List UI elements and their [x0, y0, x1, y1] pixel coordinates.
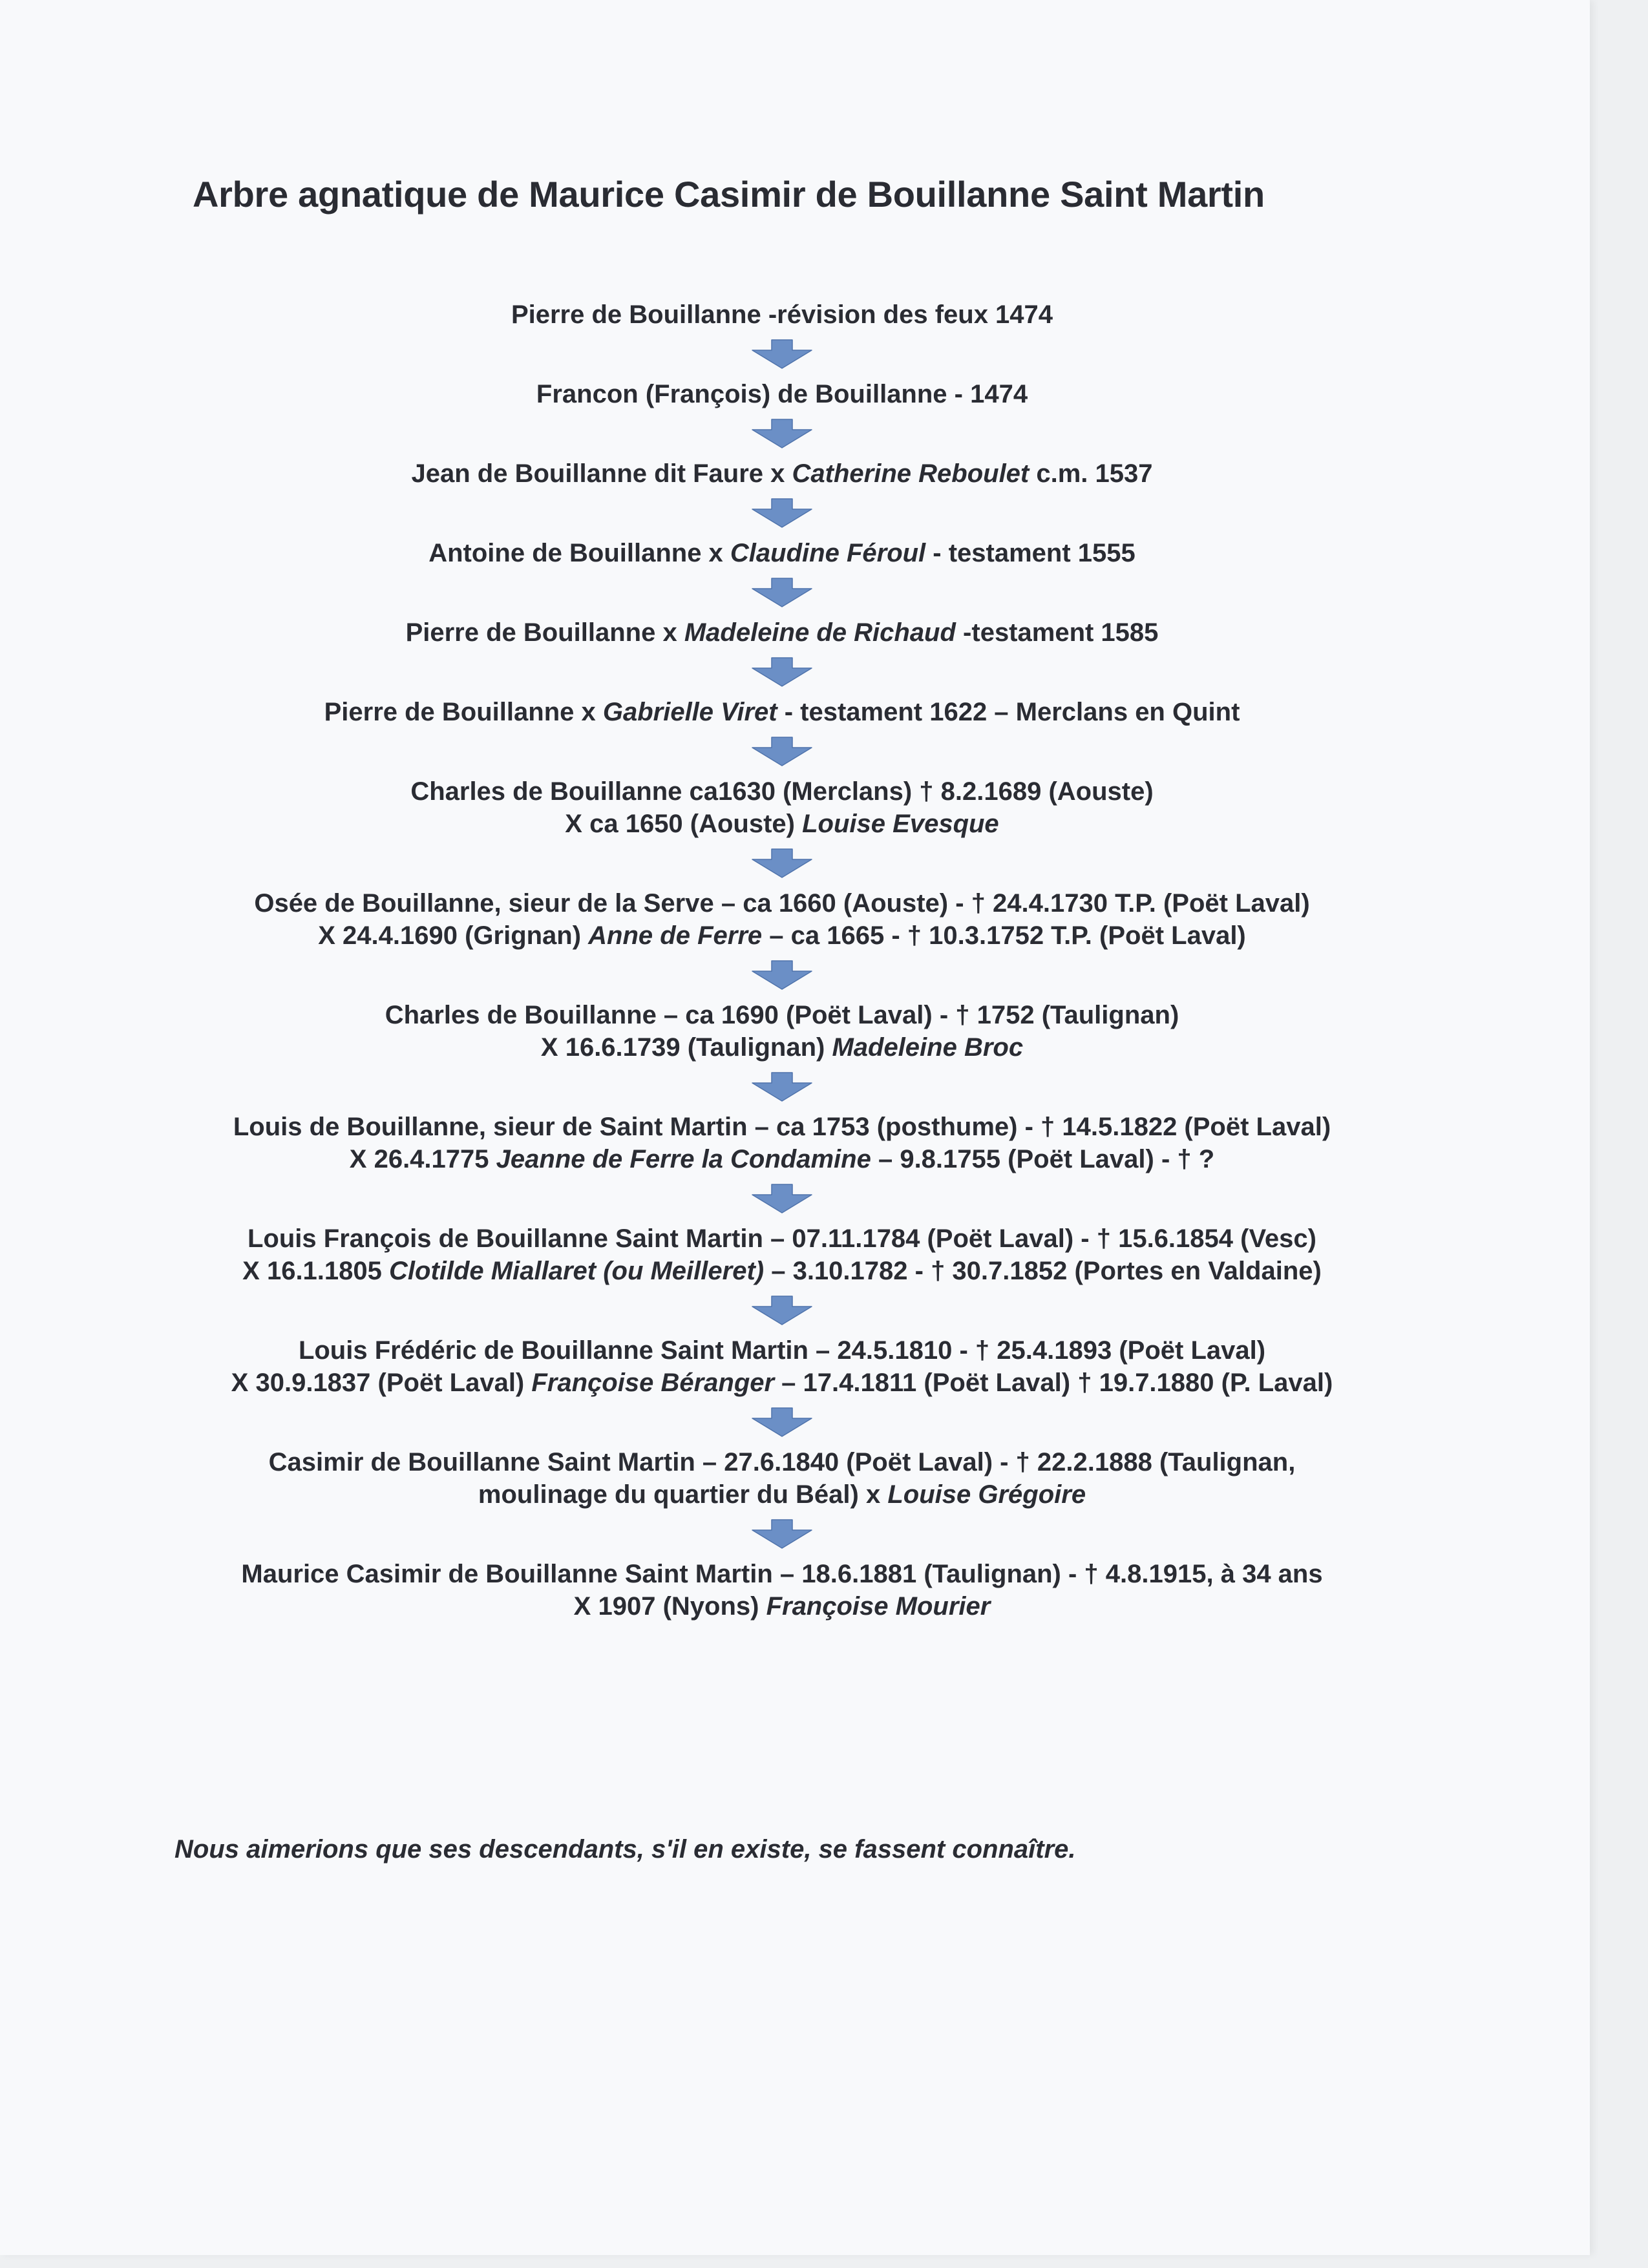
entry-text: Louis François de Bouillanne Saint Martin – 07.11.1784 (Poët Laval) - † 15.6.1854 (Vesc): [248, 1224, 1316, 1253]
entry-text: X 26.4.1775: [349, 1145, 496, 1173]
generation-entry: [0, 299, 1564, 331]
entry-line: [0, 919, 1564, 952]
down-arrow-icon: [751, 1407, 813, 1438]
entry-text: X 16.6.1739 (Taulignan): [540, 1033, 832, 1062]
entry-text: X 16.1.1805: [242, 1257, 390, 1285]
generation-entry: [0, 1223, 1564, 1287]
entry-text: X 24.4.1690 (Grignan): [318, 921, 589, 950]
entry-text: Pierre de Bouillanne x: [324, 698, 603, 726]
entry-text: Charles de Bouillanne – ca 1690 (Poët Laval) - † 1752 (Taulignan): [385, 1001, 1179, 1029]
down-arrow-icon: [751, 1518, 813, 1549]
entry-line: [0, 1590, 1564, 1622]
entry-text: X ca 1650 (Aouste): [565, 810, 803, 838]
entry-line: [0, 887, 1564, 919]
entry-line: [0, 457, 1564, 490]
down-arrow-icon: [751, 1183, 813, 1214]
entry-line: [0, 1111, 1564, 1143]
entry-line: [0, 1255, 1564, 1287]
entry-text: Maurice Casimir de Bouillanne Saint Martin – 18.6.1881 (Taulignan) - † 4.8.1915, à 34 ans: [241, 1560, 1323, 1588]
down-arrow-icon: [751, 418, 813, 449]
entry-text: - testament 1555: [925, 539, 1136, 567]
entry-line: [0, 299, 1564, 331]
spouse-name: Gabrielle Viret: [602, 698, 777, 726]
generation-entry: [0, 616, 1564, 649]
entry-line: [0, 1031, 1564, 1064]
spouse-name: Madeleine de Richaud: [684, 618, 956, 647]
entry-line: [0, 808, 1564, 840]
entry-line: [0, 537, 1564, 569]
spouse-name: Jeanne de Ferre la Condamine: [496, 1145, 871, 1173]
entry-text: c.m. 1537: [1029, 459, 1153, 488]
entry-line: [0, 1143, 1564, 1175]
generation-entry: [0, 537, 1564, 569]
entry-line: [0, 616, 1564, 649]
down-arrow-icon: [751, 656, 813, 688]
entry-text: Louis Frédéric de Bouillanne Saint Martin – 24.5.1810 - † 25.4.1893 (Poët Laval): [298, 1336, 1266, 1365]
entry-text: moulinage du quartier du Béal) x: [478, 1480, 888, 1509]
entry-text: – 3.10.1782 - † 30.7.1852 (Portes en Valdaine): [764, 1257, 1322, 1285]
generation-entry: [0, 887, 1564, 952]
spouse-name: Clotilde Miallaret (ou Meilleret): [389, 1257, 765, 1285]
entry-line: [0, 1334, 1564, 1367]
entry-text: Antoine de Bouillanne x: [428, 539, 730, 567]
spouse-name: Catherine Reboulet: [792, 459, 1030, 488]
down-arrow-icon: [751, 577, 813, 608]
entry-text: – ca 1665 - † 10.3.1752 T.P. (Poët Laval): [762, 921, 1246, 950]
down-arrow-icon: [751, 960, 813, 991]
spouse-name: Claudine Féroul: [730, 539, 926, 567]
generation-entry: [0, 457, 1564, 490]
entry-text: Pierre de Bouillanne x: [405, 618, 684, 647]
entry-line: [0, 999, 1564, 1031]
down-arrow-icon: [751, 498, 813, 529]
closing-note: Nous aimerions que ses descendants, s'il en existe, se fassent connaître.: [174, 1835, 1076, 1864]
spouse-name: Anne de Ferre: [588, 921, 763, 950]
entry-line: [0, 1446, 1564, 1478]
entry-text: Louis de Bouillanne, sieur de Saint Martin – ca 1753 (posthume) - † 14.5.1822 (Poët Laval): [233, 1113, 1331, 1141]
entry-line: [0, 1558, 1564, 1590]
entry-line: [0, 1478, 1564, 1511]
entry-text: X 30.9.1837 (Poët Laval): [231, 1369, 532, 1397]
generation-entry: [0, 378, 1564, 410]
entry-line: [0, 775, 1564, 808]
spouse-name: Françoise Mourier: [766, 1592, 991, 1621]
generation-entry: [0, 1334, 1564, 1399]
generation-entry: [0, 1111, 1564, 1175]
entry-line: [0, 696, 1564, 728]
entry-text: Francon (François) de Bouillanne - 1474: [536, 380, 1028, 408]
entry-text: – 9.8.1755 (Poët Laval) - † ?: [871, 1145, 1215, 1173]
entry-line: [0, 1367, 1564, 1399]
entry-text: X 1907 (Nyons): [573, 1592, 766, 1621]
generation-entry: [0, 999, 1564, 1064]
down-arrow-icon: [751, 848, 813, 879]
entry-text: - testament 1622 – Merclans en Quint: [777, 698, 1240, 726]
entry-line: [0, 378, 1564, 410]
lineage-tree: [0, 299, 1564, 1622]
down-arrow-icon: [751, 1071, 813, 1102]
generation-entry: [0, 1446, 1564, 1511]
generation-entry: [0, 1558, 1564, 1622]
entry-text: Pierre de Bouillanne -révision des feux 1474: [511, 300, 1053, 329]
entry-text: Casimir de Bouillanne Saint Martin – 27.6.1840 (Poët Laval) - † 22.2.1888 (Taulignan,: [268, 1448, 1296, 1476]
generation-entry: [0, 696, 1564, 728]
generation-entry: [0, 775, 1564, 840]
entry-text: Jean de Bouillanne dit Faure x: [411, 459, 792, 488]
down-arrow-icon: [751, 339, 813, 370]
down-arrow-icon: [751, 736, 813, 767]
spouse-name: Madeleine Broc: [832, 1033, 1024, 1062]
entry-text: Osée de Bouillanne, sieur de la Serve – ca 1660 (Aouste) - † 24.4.1730 T.P. (Poët Laval): [254, 889, 1310, 918]
spouse-name: Françoise Béranger: [531, 1369, 775, 1397]
spouse-name: Louise Evesque: [802, 810, 999, 838]
entry-text: Charles de Bouillanne ca1630 (Merclans) † 8.2.1689 (Aouste): [410, 777, 1154, 806]
page-title: Arbre agnatique de Maurice Casimir de Bouillanne Saint Martin: [193, 174, 1265, 215]
entry-line: [0, 1223, 1564, 1255]
spouse-name: Louise Grégoire: [887, 1480, 1086, 1509]
down-arrow-icon: [751, 1295, 813, 1326]
entry-text: – 17.4.1811 (Poët Laval) † 19.7.1880 (P. Laval): [774, 1369, 1333, 1397]
entry-text: -testament 1585: [955, 618, 1159, 647]
